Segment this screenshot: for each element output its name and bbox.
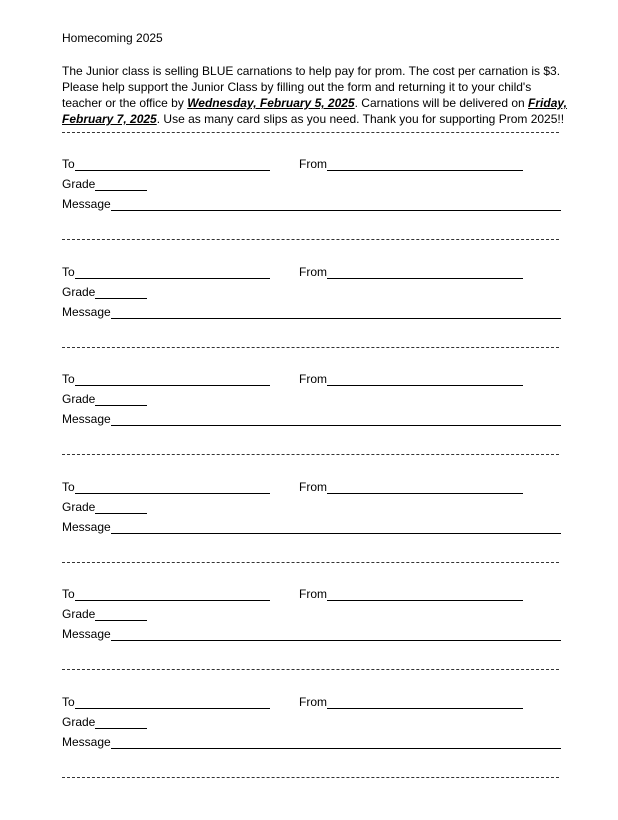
from-blank[interactable]: [327, 373, 523, 386]
card-slip: [62, 157, 560, 227]
grade-blank[interactable]: [95, 501, 147, 514]
grade-field[interactable]: [62, 285, 147, 299]
grade-blank[interactable]: [95, 178, 147, 191]
to-blank[interactable]: [75, 373, 270, 386]
from-label: From: [299, 587, 327, 601]
from-blank[interactable]: [327, 696, 523, 709]
to-blank[interactable]: [75, 158, 270, 171]
from-field[interactable]: [299, 265, 523, 279]
intro-line-4: [62, 111, 565, 127]
from-field[interactable]: [299, 157, 523, 171]
grade-field[interactable]: [62, 500, 147, 514]
cut-line: [62, 239, 559, 240]
cut-line: [62, 669, 559, 670]
message-label: Message: [62, 627, 111, 641]
to-blank[interactable]: [75, 696, 270, 709]
grade-blank[interactable]: [95, 286, 147, 299]
to-label: To: [62, 265, 75, 279]
message-field[interactable]: [62, 627, 561, 641]
grade-field[interactable]: [62, 607, 147, 621]
from-blank[interactable]: [327, 158, 523, 171]
cut-line: [62, 777, 559, 778]
intro-line-3-mid: . Carnations will be delivered on: [354, 96, 529, 110]
grade-label: Grade: [62, 177, 96, 191]
cut-line: [62, 562, 559, 563]
message-label: Message: [62, 412, 111, 426]
from-label: From: [299, 265, 327, 279]
to-blank[interactable]: [75, 481, 270, 494]
message-blank[interactable]: [111, 413, 561, 426]
cut-line: [62, 454, 559, 455]
message-field[interactable]: [62, 520, 561, 534]
grade-blank[interactable]: [95, 716, 147, 729]
from-label: From: [299, 695, 327, 709]
card-slip: [62, 480, 560, 550]
due-date: Wednesday, February 5, 2025: [187, 96, 355, 110]
to-label: To: [62, 372, 75, 386]
message-field[interactable]: [62, 197, 561, 211]
message-label: Message: [62, 735, 111, 749]
message-field[interactable]: [62, 305, 561, 319]
to-field[interactable]: [62, 695, 270, 709]
grade-label: Grade: [62, 715, 96, 729]
intro-line-3-text: teacher or the office by: [62, 96, 188, 110]
message-blank[interactable]: [111, 736, 561, 749]
to-field[interactable]: [62, 587, 270, 601]
grade-blank[interactable]: [95, 393, 147, 406]
from-blank[interactable]: [327, 266, 523, 279]
message-blank[interactable]: [111, 198, 561, 211]
to-field[interactable]: [62, 372, 270, 386]
card-slip: [62, 265, 560, 335]
to-label: To: [62, 695, 75, 709]
to-label: To: [62, 157, 75, 171]
intro-line-1: The Junior class is selling BLUE carnations to help pay for prom. The cost per carnation is $3.: [62, 64, 561, 78]
card-slip: [62, 587, 560, 657]
intro-line-2: Please help support the Junior Class by filling out the form and returning it to your child's: [62, 80, 532, 94]
grade-field[interactable]: [62, 715, 147, 729]
to-blank[interactable]: [75, 588, 270, 601]
intro-paragraph: [62, 63, 567, 127]
intro-line-4-text: . Use as many card slips as you need. Thank you for supporting Prom 2025!!: [156, 112, 565, 126]
grade-label: Grade: [62, 392, 96, 406]
to-field[interactable]: [62, 265, 270, 279]
from-label: From: [299, 372, 327, 386]
message-blank[interactable]: [111, 521, 561, 534]
to-field[interactable]: [62, 480, 270, 494]
message-field[interactable]: [62, 412, 561, 426]
message-label: Message: [62, 305, 111, 319]
page-title: Homecoming 2025: [62, 31, 163, 45]
message-label: Message: [62, 197, 111, 211]
grade-label: Grade: [62, 500, 96, 514]
cut-line: [62, 347, 559, 348]
to-label: To: [62, 480, 75, 494]
delivery-day: Friday,: [528, 96, 567, 110]
from-field[interactable]: [299, 695, 523, 709]
message-field[interactable]: [62, 735, 561, 749]
from-label: From: [299, 157, 327, 171]
card-slip: [62, 695, 560, 765]
message-label: Message: [62, 520, 111, 534]
card-slip: [62, 372, 560, 442]
from-label: From: [299, 480, 327, 494]
message-blank[interactable]: [111, 628, 561, 641]
message-blank[interactable]: [111, 306, 561, 319]
from-blank[interactable]: [327, 588, 523, 601]
grade-field[interactable]: [62, 392, 147, 406]
intro-line-3: [62, 95, 567, 111]
to-label: To: [62, 587, 75, 601]
from-field[interactable]: [299, 372, 523, 386]
grade-field[interactable]: [62, 177, 147, 191]
grade-blank[interactable]: [95, 608, 147, 621]
delivery-date: February 7, 2025: [62, 112, 157, 126]
from-field[interactable]: [299, 587, 523, 601]
from-field[interactable]: [299, 480, 523, 494]
to-blank[interactable]: [75, 266, 270, 279]
from-blank[interactable]: [327, 481, 523, 494]
grade-label: Grade: [62, 607, 96, 621]
cut-line: [62, 132, 559, 133]
to-field[interactable]: [62, 157, 270, 171]
grade-label: Grade: [62, 285, 96, 299]
